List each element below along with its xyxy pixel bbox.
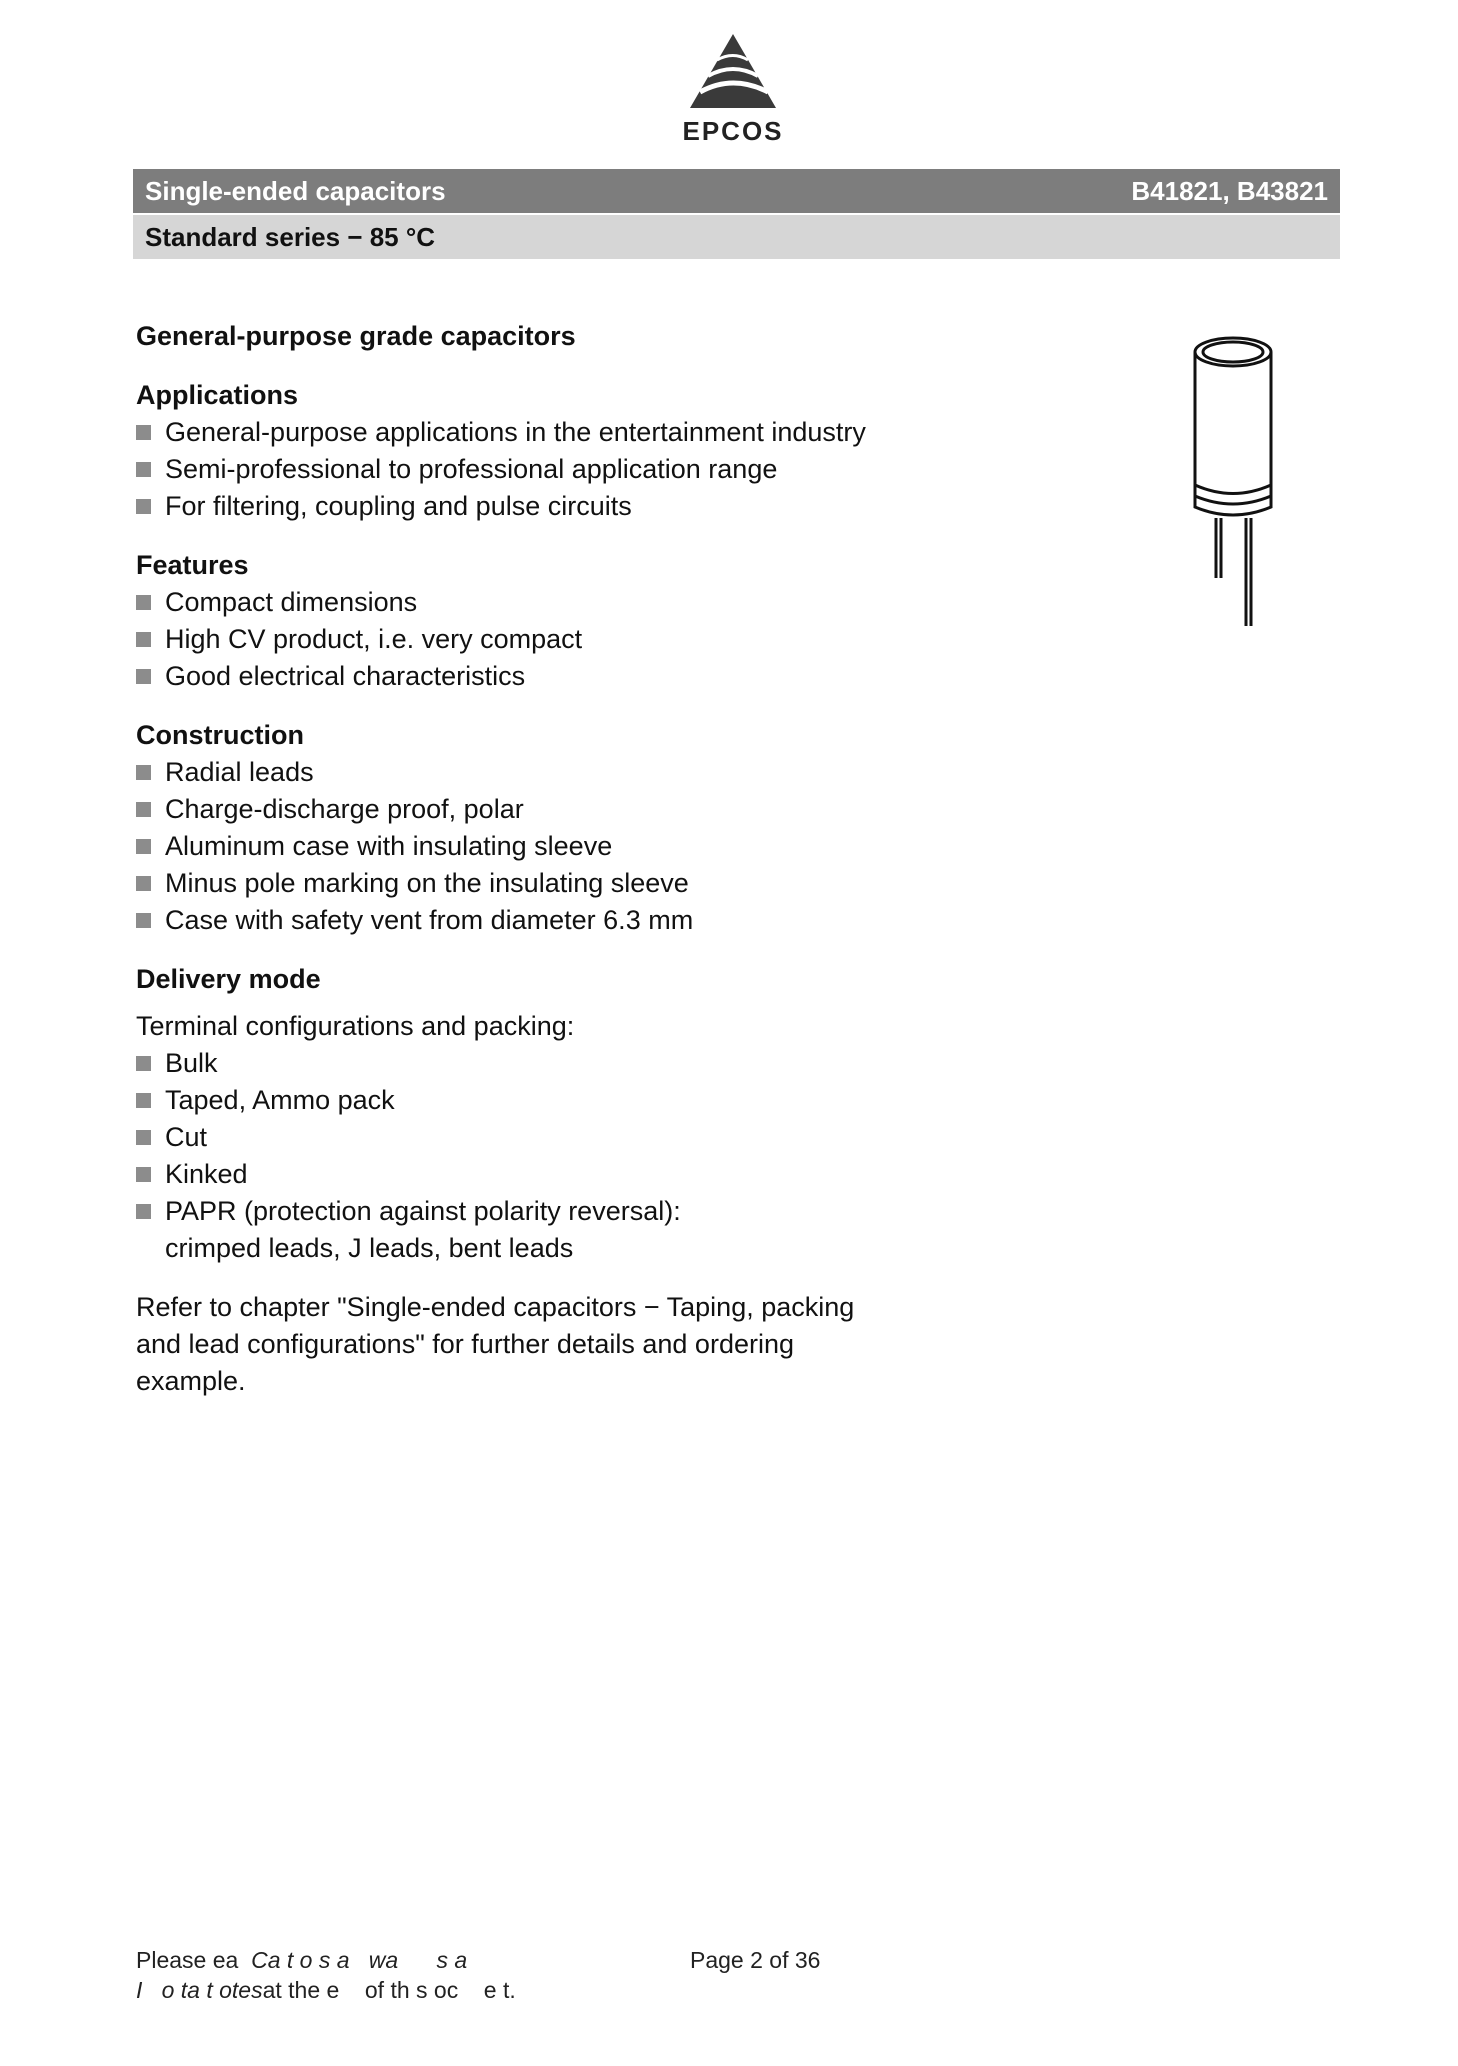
construction-section [136, 717, 936, 939]
header-subtitle: Standard series − 85 °C [145, 221, 436, 252]
list-item: Case with safety vent from diameter 6.3 mm [136, 902, 936, 939]
construction-list [136, 754, 936, 939]
epcos-logo-icon [690, 34, 776, 114]
list-item: Radial leads [136, 754, 936, 791]
construction-heading: Construction [136, 720, 304, 750]
list-item: Semi-professional to professional application range [136, 451, 936, 488]
epcos-logo [668, 34, 798, 146]
footer-text: Please ea [136, 1947, 239, 1973]
header-title: Single-ended capacitors [145, 175, 446, 206]
list-item: Taped, Ammo pack [136, 1082, 936, 1119]
list-item-continuation: crimped leads, J leads, bent leads [165, 1233, 574, 1263]
list-item: Minus pole marking on the insulating sleeve [136, 865, 936, 902]
delivery-heading: Delivery mode [136, 964, 321, 994]
features-list [136, 584, 936, 695]
delivery-intro: Terminal configurations and packing: [136, 1011, 575, 1041]
footer-text: I [136, 1977, 143, 2003]
subheader-bar [133, 215, 1340, 259]
footer-text: of th s oc [364, 1977, 459, 2003]
list-item: Charge-discharge proof, polar [136, 791, 936, 828]
list-item: High CV product, i.e. very compact [136, 621, 936, 658]
logo-text: EPCOS [682, 116, 784, 146]
header-part-numbers: B41821, B43821 [1131, 175, 1328, 206]
footer-text: e t. [483, 1977, 516, 2003]
footer-line-2 [136, 1975, 516, 2005]
refer-line-3: example. [136, 1366, 246, 1396]
main-content [136, 318, 936, 1400]
refer-line-2: and lead configurations" for further details and ordering [136, 1329, 794, 1359]
list-item: Good electrical characteristics [136, 658, 936, 695]
footer-text: Ca t o s a [251, 1947, 350, 1973]
footer-note [136, 1945, 516, 2005]
capacitor-illustration [1188, 330, 1278, 630]
list-item: Aluminum case with insulating sleeve [136, 828, 936, 865]
header-bar [133, 169, 1340, 213]
intro-heading: General-purpose grade capacitors [136, 321, 576, 351]
applications-section [136, 377, 936, 525]
footer-text: s a [436, 1947, 468, 1973]
page-number: Page 2 of 36 [690, 1947, 821, 1973]
list-item: Kinked [136, 1156, 936, 1193]
list-item: Compact dimensions [136, 584, 936, 621]
applications-list [136, 414, 936, 525]
features-section [136, 547, 936, 695]
delivery-section [136, 961, 936, 1267]
features-heading: Features [136, 550, 249, 580]
list-item: General-purpose applications in the entertainment industry [136, 414, 936, 451]
footer-line-1 [136, 1945, 516, 1975]
footer-text: at the e [262, 1977, 340, 2003]
list-item: For filtering, coupling and pulse circuits [136, 488, 936, 525]
footer-text: wa [368, 1947, 399, 1973]
list-item: Cut [136, 1119, 936, 1156]
delivery-list [136, 1045, 936, 1230]
list-item: PAPR (protection against polarity reversal): [136, 1193, 936, 1230]
refer-line-1: Refer to chapter "Single-ended capacitors − Taping, packing [136, 1292, 855, 1322]
applications-heading: Applications [136, 380, 299, 410]
list-item: Bulk [136, 1045, 936, 1082]
footer-text: o ta t otes [161, 1977, 263, 2003]
